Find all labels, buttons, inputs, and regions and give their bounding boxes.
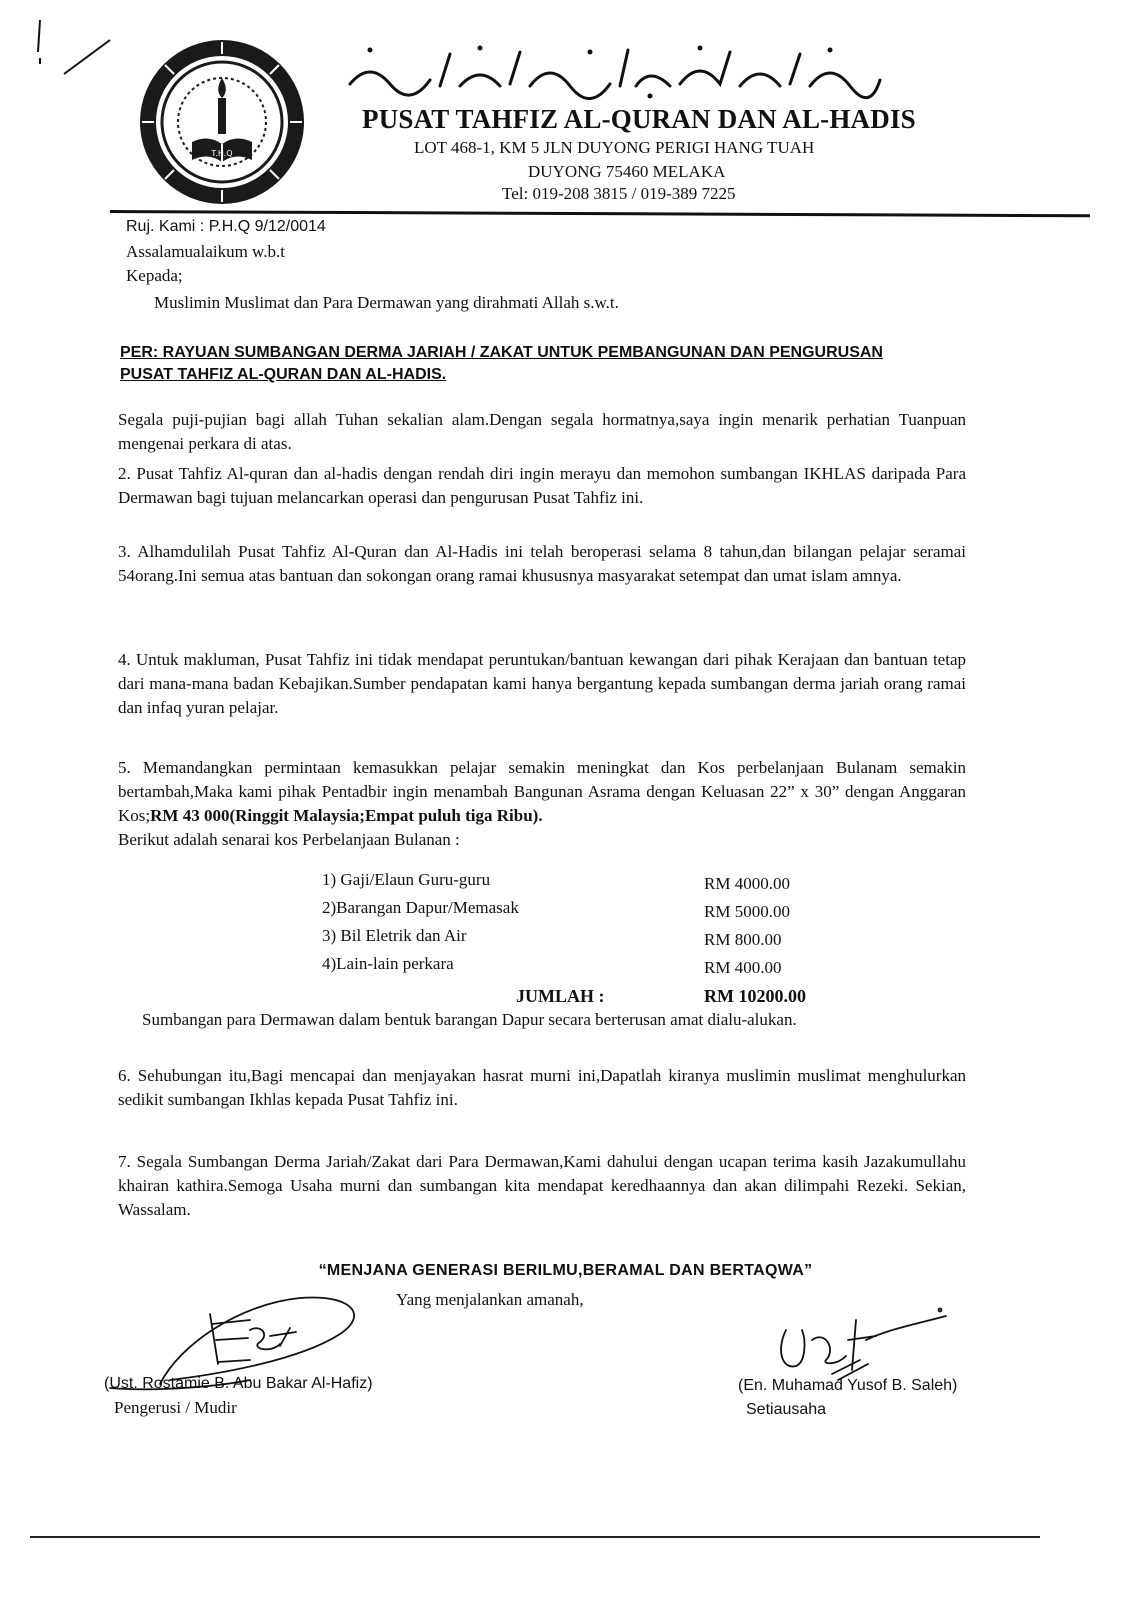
margin-scribble [28,12,118,82]
paragraph-5-text: 5. Memandangkan permintaan kemasukkan pelajar semakin meningkat dan Kos perbelanjaan Bulanam semakin bertambah,Maka kami pihak Pentadbir ingin menambah Bangunan Asrama dengan Keluasan 22” x 30” dengan Anggaran Kos; [118,758,966,825]
address-line-2: DUYONG 75460 MELAKA [528,162,726,181]
expense-amount: RM 400.00 [704,958,782,977]
expense-item: 3) Bil Eletrik dan Air [322,926,467,945]
paragraph-4: 4. Untuk makluman, Pusat Tahfiz ini tidak mendapat peruntukan/bantuan kewangan dari pihak Kerajaan dan bantuan tetap dari mana-mana badan Kebajikan.Sumber pendapatan kami hanya bergantung kepada sumbangan derma jariah orang ramai dan infaq yuran pelajar. [118,650,966,717]
chairman-name: (Ust. Rostamie B. Abu Bakar Al-Hafiz) [104,1375,373,1392]
arabic-calligraphy-title [330,40,890,100]
paragraph-3: 3. Alhamdulilah Pusat Tahfiz Al-Quran dan Al-Hadis ini telah beroperasi selama 8 tahun,dan bilangan pelajar seramai 54orang.Ini semua atas bantuan dan sokongan orang ramai khususnya masyarakat setempat dan umat islam amnya. [118,542,966,585]
kitchen-donation-note: Sumbangan para Dermawan dalam bentuk barangan Dapur secara berterusan amat dialu-alukan. [142,1010,797,1029]
phone-numbers: Tel: 019-208 3815 / 019-389 7225 [502,184,736,203]
bottom-divider [30,1536,1040,1538]
chairman-signature [100,1284,400,1414]
total-amount: RM 10200.00 [704,986,806,1006]
building-cost: RM 43 000(Ringgit Malaysia;Empat puluh tiga Ribu). [150,806,543,825]
address-line-1: LOT 468-1, KM 5 JLN DUYONG PERIGI HANG TUAH [414,138,815,157]
letterhead-divider [110,210,1090,217]
motto: “MENJANA GENERASI BERILMU,BERAMAL DAN BERTAQWA” [318,1262,813,1279]
greeting: Assalamualaikum w.b.t [126,242,285,261]
chairman-title: Pengerusi / Mudir [114,1398,237,1417]
total-label: JUMLAH : [516,986,605,1006]
institution-seal-logo [138,38,306,206]
paragraph-7: 7. Segala Sumbangan Derma Jariah/Zakat dari Para Dermawan,Kami dahului dengan ucapan terima kasih Jazakumullahu khairan kathira.Semoga Usaha murni dan sumbangan kita mendapat keredhaannya dan akan dilimpahi Rezeki. Sekian, Wassalam. [118,1152,966,1219]
svg-text:T.H.Q: T.H.Q [211,149,233,158]
expense-list-intro: Berikut adalah senarai kos Perbelanjaan Bulanan : [118,830,460,849]
paragraph-6: 6. Sehubungan itu,Bagi mencapai dan menjayakan hasrat murni ini,Dapatlah kiranya muslimin muslimat menghulurkan sedikit sumbangan Ikhlas kepada Pusat Tahfiz ini. [118,1066,966,1109]
expense-item: 2)Barangan Dapur/Memasak [322,898,519,917]
paragraph-2: 2. Pusat Tahfiz Al-quran dan al-hadis dengan rendah diri ingin merayu dan memohon sumbangan IKHLAS daripada Para Dermawan bagi tujuan melancarkan operasi dan pengurusan Pusat Tahfiz ini. [118,464,966,507]
to-label: Kepada; [126,266,183,285]
organization-name: PUSAT TAHFIZ AL-QURAN DAN AL-HADIS [362,104,916,134]
expense-item: 4)Lain-lain perkara [322,954,454,973]
subject-heading [120,342,980,386]
expense-item: 1) Gaji/Elaun Guru-guru [322,870,491,889]
expense-amount: RM 4000.00 [704,874,790,893]
paragraph-1: Segala puji-pujian bagi allah Tuhan sekalian alam.Dengan segala hormatnya,saya ingin menarik perhatian Tuanpuan mengenai perkara di atas. [118,410,966,453]
secretary-name: (En. Muhamad Yusof B. Saleh) [738,1377,958,1394]
paragraph-5 [118,756,966,852]
expense-amount: RM 800.00 [704,930,782,949]
expense-amount: RM 5000.00 [704,902,790,921]
secretary-title: Setiausaha [746,1401,827,1418]
subject-line-2: PUSAT TAHFIZ AL-QURAN DAN AL-HADIS. [120,366,447,383]
recipient: Muslimin Muslimat dan Para Dermawan yang dirahmati Allah s.w.t. [154,293,619,312]
reference-number: Ruj. Kami : P.H.Q 9/12/0014 [126,218,326,235]
subject-line-1: PER: RAYUAN SUMBANGAN DERMA JARIAH / ZAKAT UNTUK PEMBANGUNAN DAN PENGURUSAN [120,344,883,361]
closing-phrase: Yang menjalankan amanah, [396,1290,584,1309]
